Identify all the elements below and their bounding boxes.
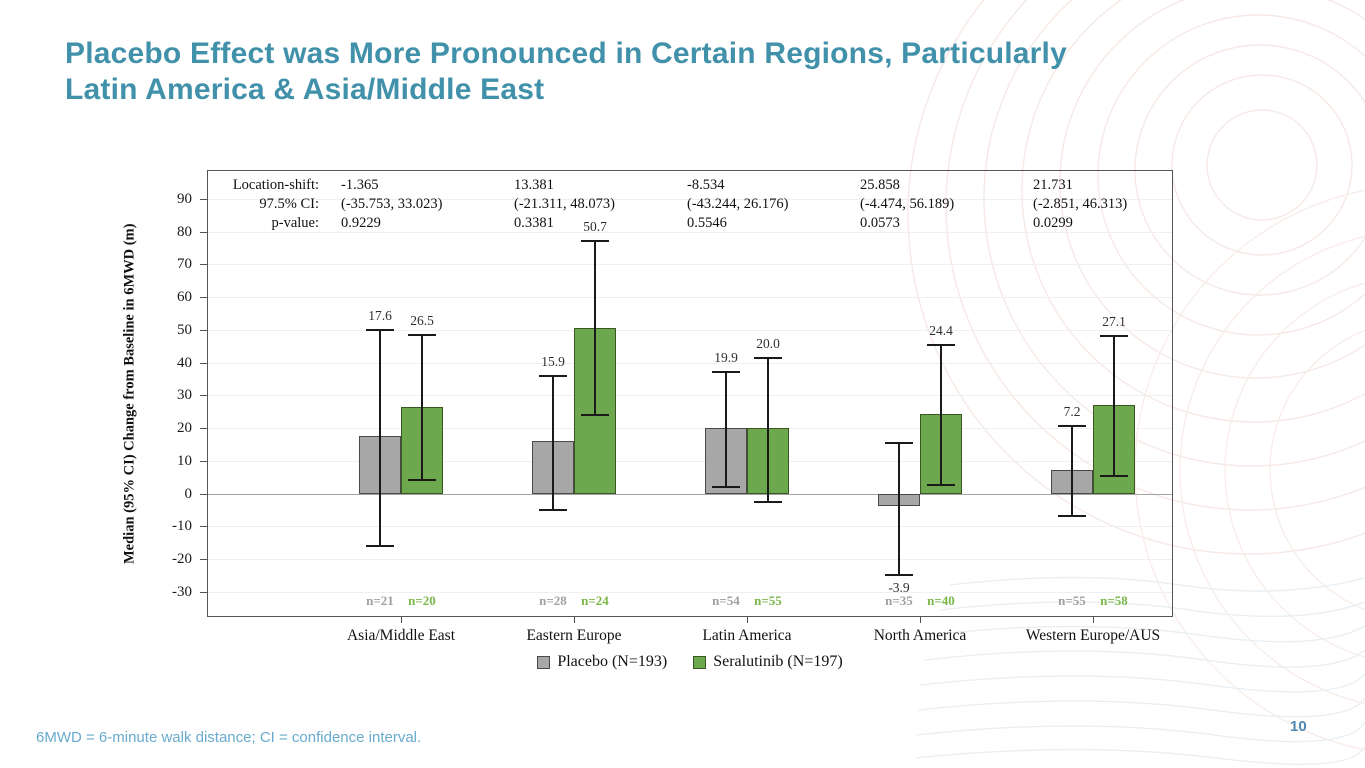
y-tick [200,461,208,462]
legend-swatch-icon [537,656,550,669]
n-label: n=28 [539,593,567,608]
error-bar-line [1113,336,1115,475]
y-tick-label: 80 [177,223,192,240]
error-bar-cap-bottom [754,501,782,503]
y-tick [200,428,208,429]
error-bar-cap-top [712,371,740,373]
x-category-label: North America [873,627,967,644]
value-label: 50.7 [583,219,607,235]
gridline [208,363,1172,364]
n-label: n=55 [1058,593,1086,608]
gridline [208,559,1172,560]
value-label: 19.9 [714,350,738,366]
y-tick [200,264,208,265]
gridline [208,297,1172,298]
stats-value: 13.381 [514,177,554,193]
value-label: 20.0 [756,335,780,351]
error-bar-cap-bottom [927,484,955,486]
y-axis-title: Median (95% CI) Change from Baseline in 6MWD (m) [121,223,138,564]
error-bar-cap-bottom [366,545,394,547]
error-bar-line [594,241,596,415]
n-label: n=55 [754,593,782,608]
x-tick [920,616,921,623]
value-label: 26.5 [410,312,434,328]
value-label: -3.9 [888,580,910,596]
legend-label: Placebo (N=193) [557,653,668,670]
footnote: 6MWD = 6-minute walk distance; CI = confidence interval. [36,729,422,746]
y-tick [200,592,208,593]
x-tick [747,616,748,623]
value-label: 15.9 [541,353,565,369]
error-bar-line [552,376,554,510]
x-tick [1093,616,1094,623]
error-bar-line [898,443,900,576]
error-bar-cap-bottom [539,509,567,511]
chart-region [121,170,1173,644]
x-category-label: Latin America [702,627,792,644]
stats-value: 0.3381 [514,215,554,231]
x-tick [574,616,575,623]
error-bar-cap-bottom [1058,515,1086,517]
chart-legend [207,653,1173,671]
n-label: n=35 [885,593,913,608]
y-tick-label: 20 [177,420,192,437]
error-bar-cap-bottom [1100,475,1128,477]
stats-value: 25.858 [860,177,900,193]
n-label: n=54 [712,593,740,608]
y-tick-label: 30 [177,387,192,404]
stats-row-label: p-value: [271,215,319,231]
y-tick-label: 10 [177,452,192,469]
stats-row-labels [216,176,319,233]
gridline [208,526,1172,527]
y-tick-label: -20 [172,551,192,568]
y-tick [200,363,208,364]
error-bar-cap-top [539,375,567,377]
stats-value: (-2.851, 46.313) [1033,196,1128,212]
y-tick-label: 40 [177,354,192,371]
stats-column [341,176,511,233]
error-bar-cap-bottom [408,479,436,481]
x-category-label: Western Europe/AUS [1025,627,1161,644]
stats-row-label: Location-shift: [232,177,319,193]
stats-column [687,176,857,233]
value-label: 17.6 [368,307,392,323]
error-bar-cap-bottom [581,414,609,416]
x-category-label: Asia/Middle East [346,627,456,644]
gridline [208,264,1172,265]
legend-item [693,653,842,671]
y-tick-label: 90 [177,190,192,207]
slide-title-line2: Latin America & Asia/Middle East [65,73,545,106]
legend-item [537,653,667,671]
gridline [208,395,1172,396]
stats-value: 0.5546 [687,215,727,231]
stats-value: 0.0573 [860,215,900,231]
gridline [208,461,1172,462]
error-bar-cap-top [754,357,782,359]
n-label: n=58 [1100,593,1128,608]
stats-value: (-4.474, 56.189) [860,196,955,212]
stats-value: 0.0299 [1033,215,1073,231]
error-bar-cap-bottom [885,574,913,576]
legend-label: Seralutinib (N=197) [713,653,843,670]
value-label: 7.2 [1063,404,1081,420]
error-bar-line [940,345,942,486]
value-label: 27.1 [1102,314,1126,330]
n-label: n=24 [581,593,609,608]
page-number: 10 [1290,718,1307,735]
stats-value: 0.9229 [341,215,381,231]
y-tick [200,559,208,560]
y-tick-label: 70 [177,256,192,273]
stats-value: -1.365 [341,177,379,193]
y-tick-label: 60 [177,289,192,306]
y-tick [200,199,208,200]
legend-swatch-icon [693,656,706,669]
error-bar-cap-top [885,442,913,444]
y-tick-label: 0 [184,485,192,502]
n-label: n=21 [366,593,394,608]
y-tick-label: 50 [177,321,192,338]
y-tick [200,330,208,331]
stats-column [1033,176,1203,233]
slide-title [65,36,1285,108]
n-label: n=20 [408,593,436,608]
stats-value: -8.534 [687,177,725,193]
slide-title-line1: Placebo Effect was More Pronounced in Certain Regions, Particularly [65,37,1067,70]
y-tick [200,297,208,298]
gridline [208,330,1172,331]
y-tick [200,232,208,233]
error-bar-cap-top [1100,335,1128,337]
error-bar-cap-top [1058,425,1086,427]
y-tick-label: -10 [172,518,192,535]
y-tick [200,395,208,396]
y-tick-label: -30 [172,583,192,600]
error-bar-line [767,358,769,502]
stats-value: (-43.244, 26.176) [687,196,789,212]
zero-line [208,494,1172,495]
plot-area [172,170,1173,644]
error-bar-cap-top [408,334,436,336]
error-bar-cap-top [927,344,955,346]
x-category-label: Eastern Europe [526,627,622,644]
y-tick [200,526,208,527]
y-tick [200,494,208,495]
x-tick [401,616,402,623]
error-bar-line [1071,426,1073,516]
stats-value: (-35.753, 33.023) [341,196,443,212]
error-bar-line [421,335,423,481]
stats-column [860,176,1030,233]
stats-row-label: 97.5% CI: [259,196,319,212]
n-label: n=40 [927,593,955,608]
gridline [208,428,1172,429]
error-bar-cap-top [581,240,609,242]
error-bar-cap-top [366,329,394,331]
error-bar-line [725,372,727,487]
value-label: 24.4 [929,322,953,338]
stats-value: 21.731 [1033,177,1073,193]
error-bar-line [379,330,381,546]
error-bar-cap-bottom [712,486,740,488]
stats-value: (-21.311, 48.073) [514,196,615,212]
